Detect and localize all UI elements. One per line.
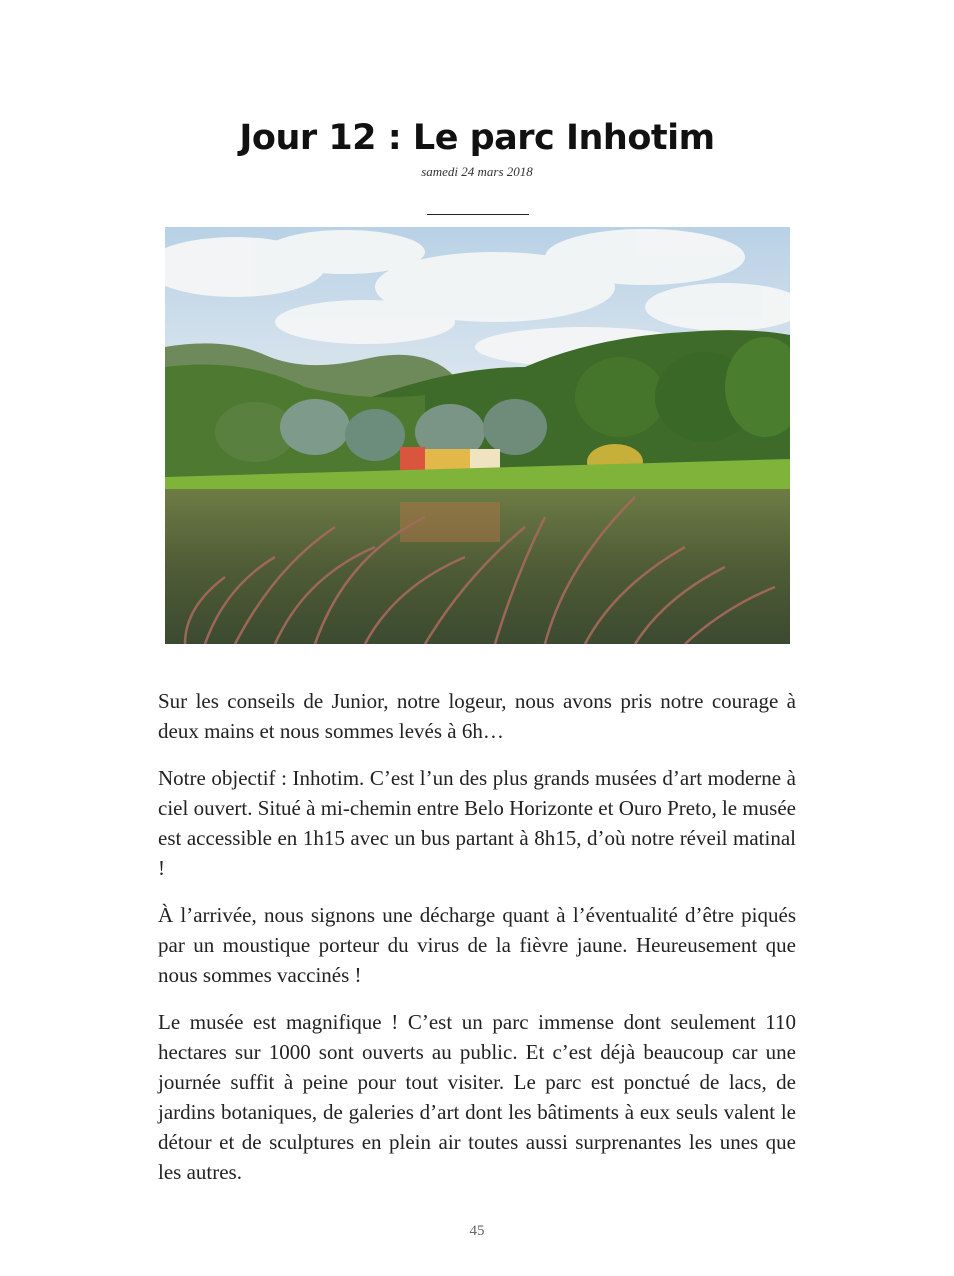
article-body xyxy=(158,686,796,1204)
post-date: samedi 24 mars 2018 xyxy=(421,164,533,179)
page-title: Jour 12 : Le parc Inhotim xyxy=(239,118,715,158)
paragraph: Notre objectif : Inhotim. C’est l’un des plus grands musées d’art moderne à ciel ouvert. Situé à mi-chemin entre Belo Horizonte et Ouro Preto, le musée est accessible en 1h15 avec un bus partant à 8h15, d’où notre réveil matinal ! xyxy=(158,766,796,880)
page-number: 45 xyxy=(469,1223,485,1239)
park-lake-photo xyxy=(165,227,790,644)
title-divider xyxy=(427,214,529,215)
paragraph: Le musée est magnifique ! C’est un parc immense dont seulement 110 hectares sur 1000 sont ouverts au public. Et c’est déjà beaucoup car une journée suffit à peine pour tout visiter. Le parc est ponctué de lacs, de jardins botaniques, de galeries d’art dont les bâtiments à eux seuls valent le détour et de sculptures en plein air toutes aussi surprenantes les unes que les autres. xyxy=(158,1010,796,1184)
paragraph: Sur les conseils de Junior, notre logeur, nous avons pris notre courage à deux mains et nous sommes levés à 6h… xyxy=(158,689,796,743)
paragraph: À l’arrivée, nous signons une décharge quant à l’éventualité d’être piqués par un moustique porteur du virus de la fièvre jaune. Heureusement que nous sommes vaccinés ! xyxy=(158,903,796,987)
